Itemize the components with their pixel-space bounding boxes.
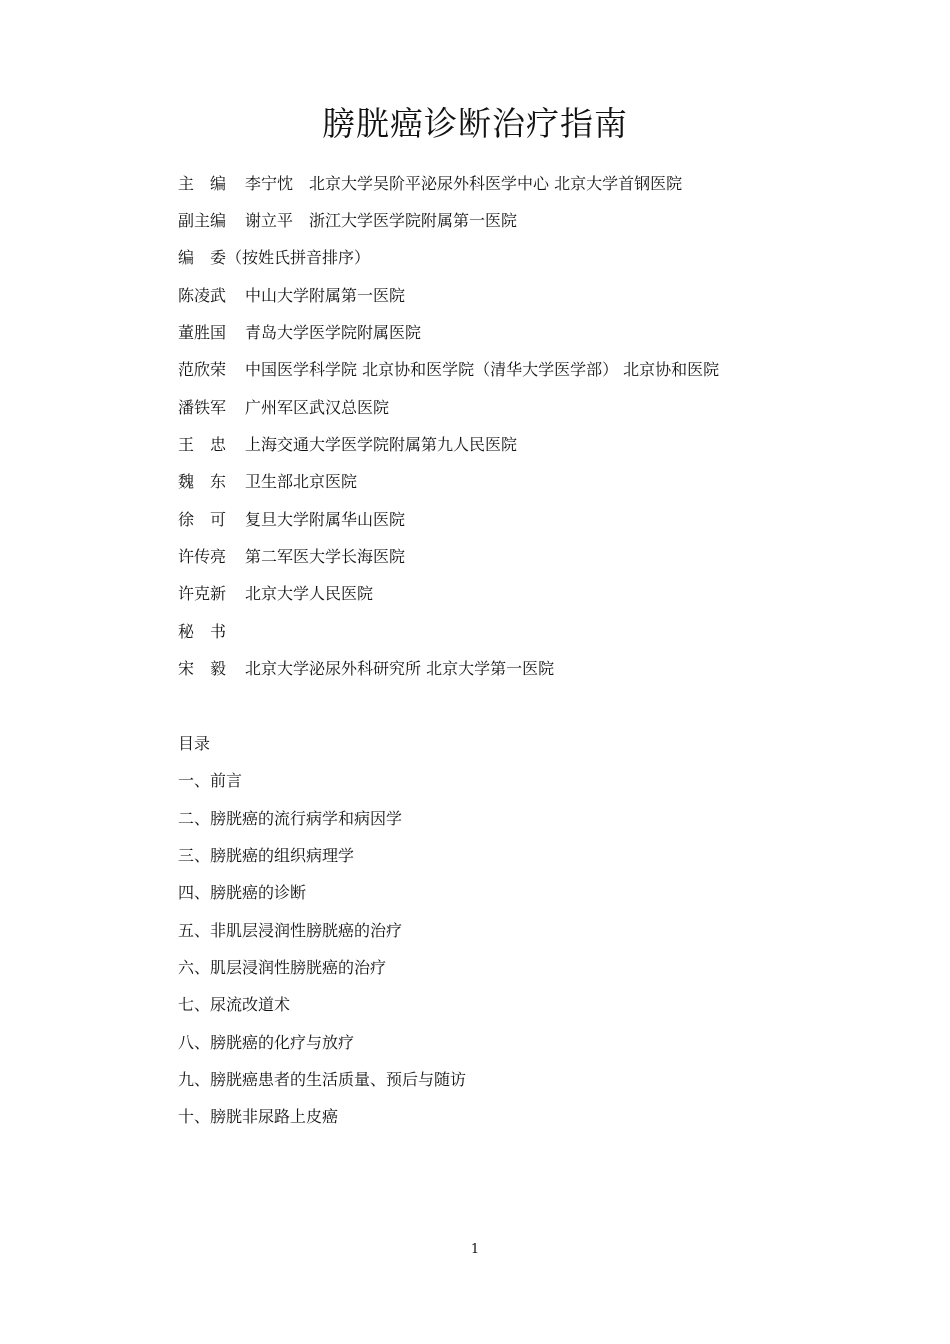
toc-item: 六、肌层浸润性膀胱癌的治疗: [178, 958, 387, 977]
committee-row: [178, 546, 405, 568]
committee-member-name: 潘铁军: [178, 398, 227, 417]
toc-item: 五、非肌层浸润性膀胱癌的治疗: [178, 921, 403, 940]
committee-row-editorial-board: [178, 247, 370, 269]
committee-member-name: 许克新: [178, 584, 227, 603]
committee-affiliation: 卫生部北京医院: [245, 472, 358, 491]
committee-row: [178, 471, 357, 493]
committee-affiliation: 北京大学人民医院: [245, 584, 374, 603]
committee-affiliation: 广州军区武汉总医院: [245, 398, 390, 417]
committee-heading: 编 委（按姓氏拼音排序）: [178, 248, 371, 267]
committee-member-name: 魏 东: [178, 472, 227, 491]
committee-heading: 秘 书: [178, 622, 227, 641]
committee-row: [178, 434, 517, 456]
committee-member-name: 徐 可: [178, 510, 227, 529]
committee-row-chief-editor: [178, 173, 682, 195]
committee-member-name: 宋 毅: [178, 659, 227, 678]
committee-role: 副主编: [178, 211, 227, 230]
committee-member-name: 董胜国: [178, 323, 227, 342]
document-title: 膀胱癌诊断治疗指南: [322, 104, 628, 143]
committee-row: [178, 583, 373, 605]
committee-affiliation: 第二军医大学长海医院: [245, 547, 406, 566]
committee-affiliation: 青岛大学医学院附属医院: [245, 323, 422, 342]
committee-member: 谢立平 浙江大学医学院附属第一医院: [245, 211, 518, 230]
toc-item: 九、膀胱癌患者的生活质量、预后与随访: [178, 1070, 467, 1089]
toc-item: 十、膀胱非尿路上皮癌: [178, 1107, 339, 1126]
toc-item: 三、膀胱癌的组织病理学: [178, 846, 355, 865]
toc-item: 一、前言: [178, 771, 243, 790]
committee-row-secretary: [178, 621, 245, 643]
committee-row: [178, 322, 421, 344]
committee-member-name: 范欣荣: [178, 360, 227, 379]
toc-item: 四、膀胱癌的诊断: [178, 883, 307, 902]
page-number: 1: [470, 1242, 480, 1257]
committee-affiliation: 上海交通大学医学院附属第九人民医院: [245, 435, 518, 454]
committee-affiliation: 中山大学附属第一医院: [245, 286, 406, 305]
committee-member-name: 王 忠: [178, 435, 227, 454]
toc-item: 七、尿流改道术: [178, 995, 291, 1014]
committee-member: 李宁忱 北京大学吴阶平泌尿外科医学中心 北京大学首钢医院: [245, 174, 683, 193]
committee-row: [178, 658, 554, 680]
committee-row-deputy-editor: [178, 210, 517, 232]
committee-member-name: 许传亮: [178, 547, 227, 566]
committee-affiliation: 复旦大学附属华山医院: [245, 510, 406, 529]
committee-row: [178, 285, 405, 307]
toc-item: 八、膀胱癌的化疗与放疗: [178, 1033, 355, 1052]
committee-row: [178, 397, 389, 419]
committee-row: [178, 359, 719, 381]
toc-item: 二、膀胱癌的流行病学和病因学: [178, 809, 403, 828]
committee-row: [178, 509, 405, 531]
committee-role: 主 编: [178, 174, 227, 193]
toc-heading: 目录: [178, 734, 211, 753]
committee-affiliation: 中国医学科学院 北京协和医学院（清华大学医学部） 北京协和医院: [245, 360, 720, 379]
committee-member-name: 陈凌武: [178, 286, 227, 305]
committee-affiliation: 北京大学泌尿外科研究所 北京大学第一医院: [245, 659, 555, 678]
